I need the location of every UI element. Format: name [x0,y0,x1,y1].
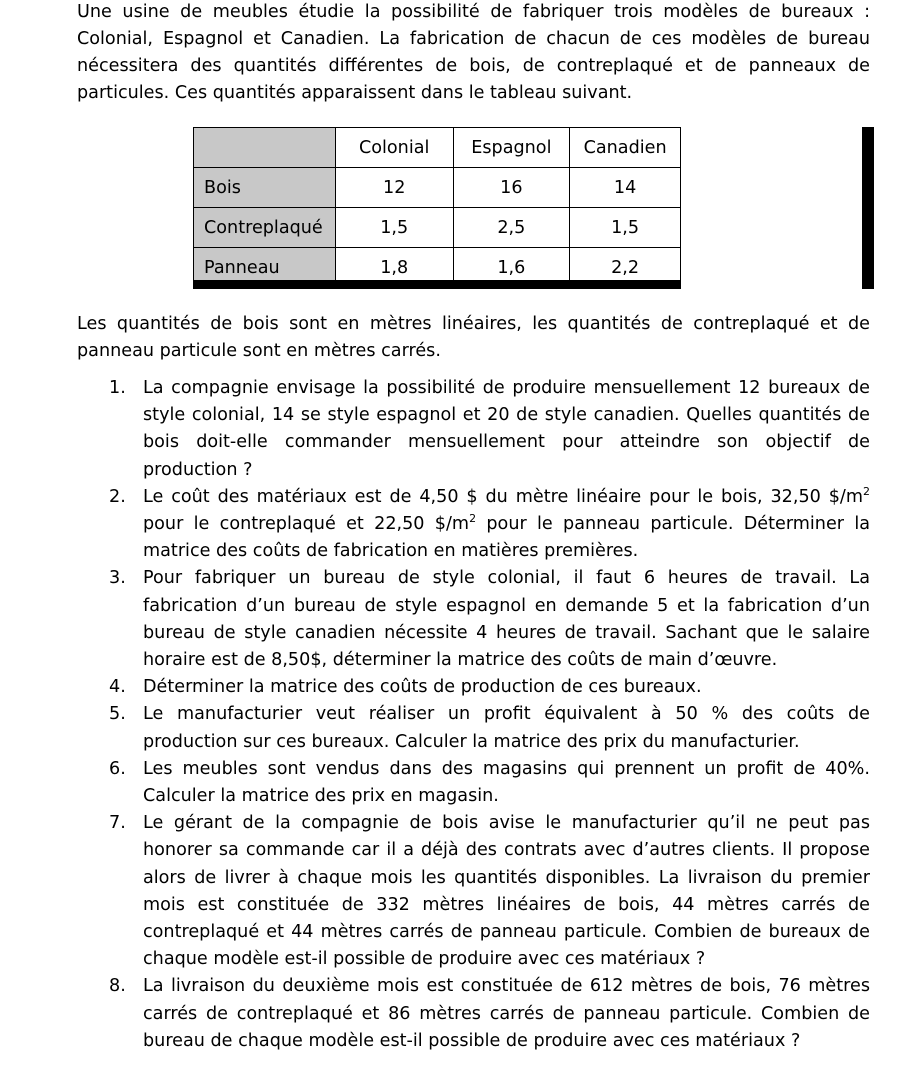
list-item [109,756,870,810]
list-item [109,701,870,755]
item-text: Déterminer la matrice des coûts de production de ces bureaux. [143,677,702,698]
item-text: Le gérant de la compagnie de bois avise le manufacturier qu’il ne peut pas honorer sa commande car il a déjà des contrats avec d’autres clients. Il propose alors de livrer à chaque mois les quantités disponibles. La livraison du premier mois est constituée de 332 mètres linéaires de bois, 44 mètres carrés de contreplaqué et 44 mètres carrés de panneau particule. Combien de bureaux de chaque modèle est-il possible de produire avec ces matériaux ? [143,813,870,970]
item-number: 2. [109,486,126,507]
column-header: Colonial [335,128,453,168]
column-header: Espagnol [453,128,570,168]
table-cell: 2,5 [453,208,570,248]
list-item [109,565,870,674]
list-item [109,375,870,484]
item-text: Les meubles sont vendus dans des magasins qui prennent un profit de 40%. Calculer la matrice des prix en magasin. [143,758,870,807]
item-number: 5. [109,704,126,725]
item-text: Le coût des matériaux est de 4,50 $ du mètre linéaire pour le bois, 32,50 $\$/m^2$ pour le contreplaqué et 22,50 $\$/m^2$ pour le panneau particule. Déterminer la matrice des coûts de fabrication en matières premières. [143,484,870,562]
table-cell: 1,5 [335,208,453,248]
table-bottom-border [193,280,681,289]
table-cell: 1,6 [453,248,570,288]
table-row [194,168,681,208]
table-cell: 12 [335,168,453,208]
list-item [109,973,870,1055]
table-cell: 2,2 [570,248,681,288]
table-corner-cell [194,128,336,168]
units-note: Les quantités de bois sont en mètres linéaires, les quantités de contreplaqué et de panneau particule sont en mètres carrés. [77,314,870,361]
item-text: Le manufacturier veut réaliser un profit équivalent à 50 % des coûts de production sur ces bureaux. Calculer la matrice des prix du manufacturier. [143,704,870,752]
table-cell: 1,5 [570,208,681,248]
row-header: Contreplaqué [194,208,336,248]
item-text: Pour fabriquer un bureau de style colonial, il faut 6 heures de travail. La fabrication d’un bureau de style espagnol en demande 5 et la fabrication d’un bureau de style canadien nécessite 4 heures de travail. Sachant que le salaire horaire est de 8,50$, déterminer la matrice des coûts de main d’œuvre. [143,568,870,671]
materials-grid [193,127,681,288]
column-header: Canadien [570,128,681,168]
item-number: 1. [109,378,126,398]
item-number: 8. [109,976,126,997]
list-item [109,810,870,973]
materials-table [193,127,681,289]
table-cell: 16 [453,168,570,208]
list-item [109,484,870,566]
list-item [109,674,870,701]
table-cell: 1,8 [335,248,453,288]
question-list [109,375,870,1055]
intro-paragraph: Une usine de meubles étudie la possibilité de fabriquer trois modèles de bureaux : Colonial, Espagnol et Canadien. La fabrication de chacun de ces modèles de bureau nécessitera des quantités différentes de bois, de contreplaqué et de panneaux de particules. Ces quantités apparaissent dans le tableau suivant. [77,2,870,103]
row-header: Bois [194,168,336,208]
row-header: Panneau [194,248,336,288]
table-row [194,208,681,248]
item-text: La compagnie envisage la possibilité de produire mensuellement 12 bureaux de style colonial, 14 se style espagnol et 20 de style canadien. Quelles quantités de bois doit-elle commander mensuellement pour atteindre son objectif de production ? [143,378,870,480]
item-number: 7. [109,813,126,834]
table-cell: 14 [570,168,681,208]
item-number: 3. [109,568,126,589]
item-number: 4. [109,677,126,698]
item-number: 6. [109,758,126,779]
table-header-row [194,128,681,168]
table-right-border [862,127,874,289]
item-text: La livraison du deuxième mois est constituée de 612 mètres de bois, 76 mètres carrés de contreplaqué et 86 mètres carrés de panneau particule. Combien de bureau de chaque modèle est-il possible de produire avec ces matériaux ? [143,976,870,1051]
